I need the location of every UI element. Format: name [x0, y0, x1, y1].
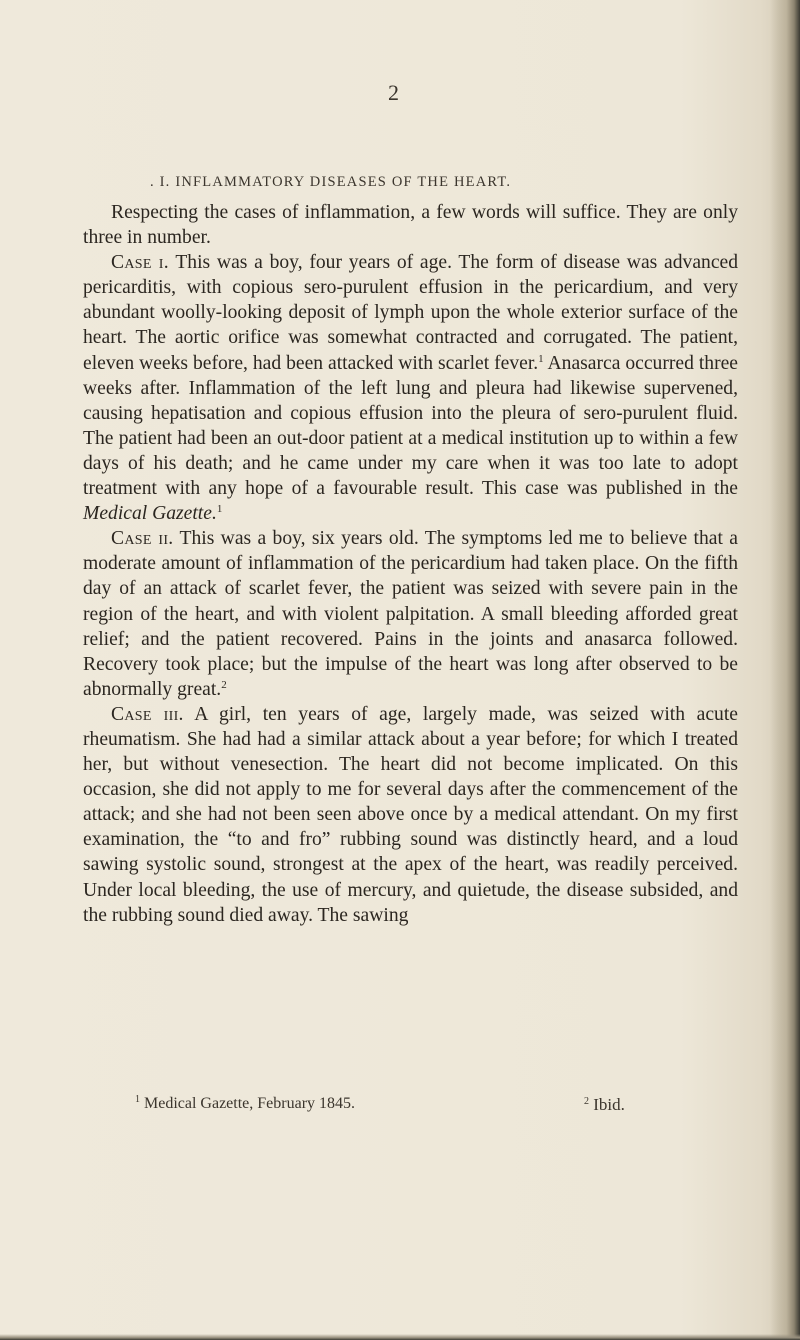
case-text: This was a boy, six years old. The symptoms led me to believe that a moderate amount of inflammation of the pericardium had taken place. On the fifth day of an attack of scarlet fever, the patient was seized with severe pain in the region of the heart, and with violent palpitation. A small bleeding afforded great relief; and the patient recovered. Pains in the joints and anasarca followed. Recovery took place; but the impulse of the heart was long after observed to be abnormally great. [83, 528, 738, 700]
case-label: Case i. [111, 252, 169, 274]
case-text: This was a boy, four years of age. The form of disease was advanced pericarditis, with copious sero-purulent effusion in the pericardium, and very abundant woolly-looking deposit of lymph upon the whole exterior surface of the heart. The aortic orifice was somewhat contracted and corrugated. The patient, eleven weeks before, had been attacked with scarlet fever. [83, 252, 739, 374]
paragraph-case-3 [83, 702, 738, 928]
page-number: 2 [388, 80, 399, 105]
footnote-ref: 2 [221, 678, 227, 691]
footnote-ref: 1 [538, 352, 544, 365]
footnote-mark: 1 [135, 1094, 140, 1105]
paragraph-case-1 [83, 250, 738, 526]
paragraph-intro: Respecting the cases of inflammation, a few words will suffice. They are only three in number. [83, 202, 738, 249]
footnote-ref: 1 [216, 503, 223, 516]
body-text [83, 200, 738, 928]
case-label: Case ii. [111, 528, 174, 550]
footnote-text: Medical Gazette, February 1845. [140, 1095, 356, 1112]
case-label: Case iii. [111, 703, 184, 725]
footnote-1 [135, 1095, 355, 1113]
paragraph-case-2 [83, 526, 738, 702]
footnote-2 [584, 1095, 625, 1115]
page-bottom-shadow [0, 1334, 800, 1340]
page-edge-shadow [770, 0, 800, 1340]
case-text: A girl, ten years of age, largely made, was seized with acute rheumatism. She had had a similar attack about a year before; for which I treated her, but without venesection. The heart did not become implicated. On this occasion, she did not apply to me for several days after the commencement of the attack; and she had not been seen above once by a medical attendant. On my first examination, the “to and fro” rubbing sound was distinctly heard, and a loud sawing systolic sound, strongest at the apex of the heart, was readily perceived. Under local bleeding, the use of mercury, and quietude, the disease subsided, and the rubbing sound died away. The sawing [83, 703, 738, 926]
journal-title: Medical Gazette. [83, 503, 217, 525]
running-head: . I. INFLAMMATORY DISEASES OF THE HEART. [150, 174, 512, 190]
footnote-text: Ibid. [589, 1095, 625, 1114]
footnote-mark: 2 [584, 1096, 589, 1107]
case-text: Anasarca occurred three weeks after. Inflammation of the left lung and pleura had likewise supervened, causing hepatisation and copious effusion into the pleura of sero-purulent fluid. The patient had been an out-door patient at a medical institution up to within a few days of his death; and he came under my care when it was too late to adopt treatment with any hope of a favourable result. This case was published in the [83, 352, 739, 500]
